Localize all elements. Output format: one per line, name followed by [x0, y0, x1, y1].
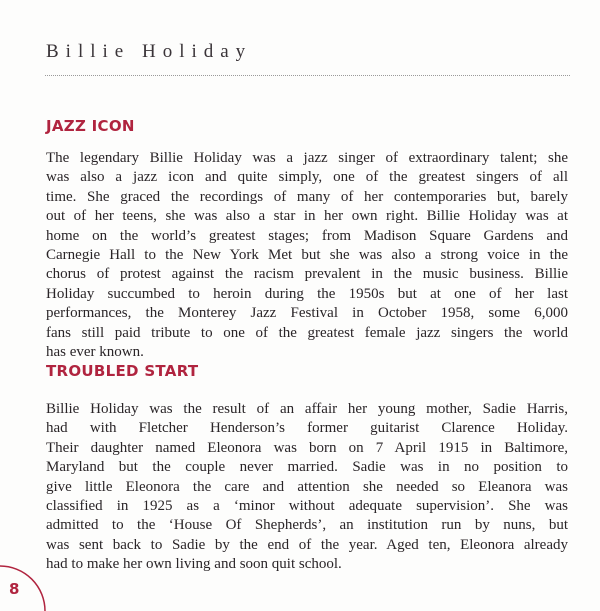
dotted-rule [45, 75, 570, 76]
page-number: 8 [9, 580, 20, 598]
text-line: was also a jazz icon and quite simply, one of the greatest singers of all [46, 169, 568, 186]
text-line: performances, the Monterey Jazz Festival in October 1958, some 6,000 [46, 305, 568, 322]
running-head: Billie Holiday [46, 41, 253, 62]
text-line: time. She graced the recordings of many of her contemporaries but, barely [46, 188, 568, 205]
text-line: chorus of protest against the racism prevalent in the music business. Billie [46, 266, 568, 283]
text-line: Maryland but the couple never married. Sadie was in no position to [46, 459, 568, 476]
text-line: had with Fletcher Henderson’s former guitarist Clarence Holiday. [46, 420, 568, 437]
text-line: Holiday succumbed to heroin during the 1950s but at one of her last [46, 285, 568, 302]
section-heading-troubled-start: TROUBLED START [46, 362, 199, 380]
paragraph-troubled-start [46, 400, 568, 575]
text-line: was sent back to Sadie by the end of the year. Aged ten, Eleonora already [46, 536, 568, 553]
paragraph-jazz-icon [46, 149, 568, 362]
text-line: Their daughter named Eleonora was born on 7 April 1915 in Baltimore, [46, 439, 568, 456]
section-heading-jazz-icon: JAZZ ICON [46, 117, 135, 135]
text-line: out of her teens, she was also a star in her own right. Billie Holiday was at [46, 208, 568, 225]
text-line: Billie Holiday was the result of an affair her young mother, Sadie Harris, [46, 401, 568, 417]
text-line: admitted to the ‘House Of Shepherds’, an institution run by nuns, but [46, 517, 568, 534]
page-number-arc [0, 560, 50, 611]
text-line: fans still paid tribute to one of the greatest female jazz singers the world [46, 324, 568, 341]
text-line: Carnegie Hall to the New York Met but she was also a strong voice in the [46, 247, 568, 264]
text-line: The legendary Billie Holiday was a jazz singer of extraordinary talent; she [46, 150, 568, 166]
text-line: home on the world’s greatest stages; from Madison Square Gardens and [46, 227, 568, 244]
text-line: classified in 1925 as a ‘minor without adequate supervision’. She was [46, 498, 568, 515]
text-line: has ever known. [46, 344, 144, 361]
text-line: had to make her own living and soon quit school. [46, 556, 342, 573]
text-line: give little Eleonora the care and attention she needed so Eleanora was [46, 478, 568, 495]
